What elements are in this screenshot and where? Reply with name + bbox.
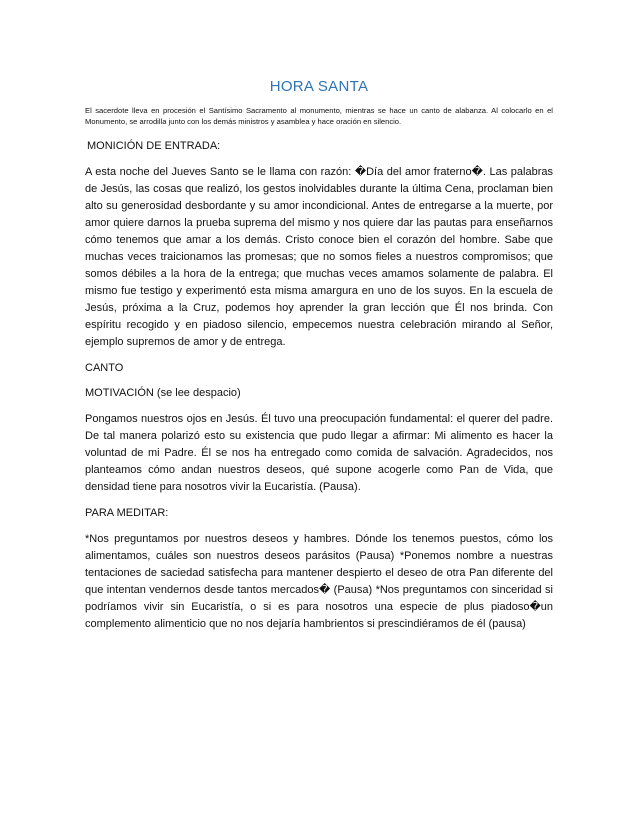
section-body-monicion: A esta noche del Jueves Santo se le llama con razón: �Día del amor fraterno�. Las palabras de Jesús, las cosas que realizó, los gestos inolvidables durante la última Cena, proclaman bien alto su generosidad desbordante y su amor incondicional. Antes de entregarse a la muerte, por amor quiere darnos la prueba suprema del mismo y nos quiere dar las pautas para enseñarnos cómo tenemos que amar a los demás. Cristo conoce bien el corazón del hombre. Sabe que muchas veces traicionamos las promesas; que no somos fieles a nuestros compromisos; que somos débiles a la hora de la entrega; que muchas veces amamos solamente de palabra. El mismo fue testigo y experimentó esta misma amargura en uno de los suyos. En la escuela de Jesús, próxima a la Cruz, podemos hoy aprender la gran lección que Él nos brinda. Con espíritu recogido y en piadoso silencio, empecemos nuestra celebración mirando al Señor, ejemplo supremos de amor y de entrega. (85, 166, 553, 348)
section-body-motivacion: Pongamos nuestros ojos en Jesús. Él tuvo una preocupación fundamental: el querer del padre. De tal manera polarizó esto su existencia que pudo llegar a afirmar: Mi alimento es hacer la voluntad de mi Padre. Él se nos ha entregado como comida de salvación. Agradecidos, nos planteamos cómo andan nuestros deseos, qué supone acogerle como Pan de Vida, que densidad tiene para nosotros vivir la Eucaristía. (Pausa). (85, 413, 553, 493)
section-heading-meditar: PARA MEDITAR: (85, 507, 169, 519)
section-body-meditar: *Nos preguntamos por nuestros deseos y hambres. Dónde los tenemos puestos, cómo los alimentamos, cuáles son nuestros deseos parásitos (Pausa) *Ponemos nombre a nuestras tentaciones de saciedad satisfecha para mantener despierto el deseo de otra Pan diferente del que intentan vendernos desde tantos mercados� (Pausa) *Nos preguntamos con sinceridad si podríamos vivir sin Eucaristía, o si es para nosotros una especie de plus piadoso�un complemento alimenticio que no nos dejaría hambrientos si prescindiéramos de él (pausa) (85, 533, 553, 630)
section-heading-monicion: MONICIÓN DE ENTRADA: (87, 140, 221, 152)
intro-rubric: El sacerdote lleva en procesión el Santísimo Sacramento al monumento, mientras se hace un canto de alabanza. Al colocarlo en el Monumento, se arrodilla junto con los demás ministros y asamblea y hace oración en silencio. (85, 106, 553, 126)
section-heading-motivacion: MOTIVACIÓN (se lee despacio) (85, 387, 241, 399)
document-title: HORA SANTA (269, 78, 369, 95)
section-heading-canto: CANTO (85, 362, 124, 374)
document-content (85, 78, 553, 643)
